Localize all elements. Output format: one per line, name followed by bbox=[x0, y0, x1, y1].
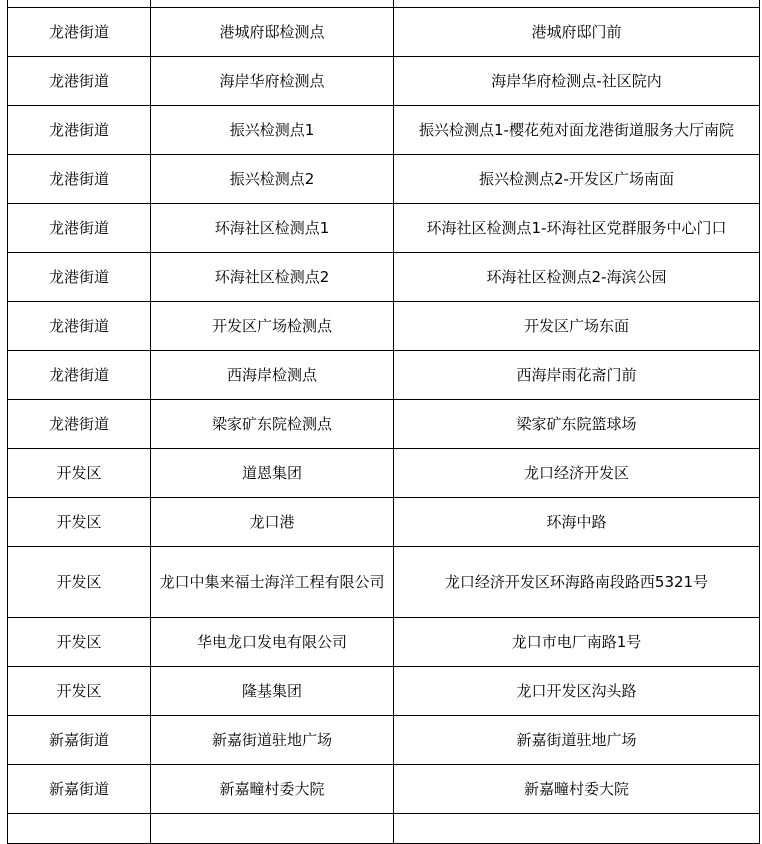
table-row bbox=[8, 204, 760, 253]
district-cell: 龙港街道 bbox=[8, 204, 151, 253]
table-row-partial-top bbox=[8, 0, 760, 8]
site-name-cell: 新嘉疃村委大院 bbox=[151, 765, 394, 814]
site-name-cell: 道恩集团 bbox=[151, 449, 394, 498]
table-row bbox=[8, 449, 760, 498]
site-name-cell: 隆基集团 bbox=[151, 667, 394, 716]
district-cell: 龙港街道 bbox=[8, 8, 151, 57]
table-row bbox=[8, 57, 760, 106]
site-location-cell: 振兴检测点1-樱花苑对面龙港街道服务大厅南院 bbox=[394, 106, 760, 155]
district-cell: 开发区 bbox=[8, 498, 151, 547]
district-cell: 新嘉街道 bbox=[8, 716, 151, 765]
table-row bbox=[8, 351, 760, 400]
table-row-partial-bottom bbox=[8, 814, 760, 844]
district-cell: 龙港街道 bbox=[8, 57, 151, 106]
site-location-cell: 环海中路 bbox=[394, 498, 760, 547]
site-name-cell: 新嘉街道驻地广场 bbox=[151, 716, 394, 765]
site-name-cell: 梁家矿东院检测点 bbox=[151, 400, 394, 449]
testing-sites-table bbox=[7, 0, 760, 844]
site-location-cell: 开发区广场东面 bbox=[394, 302, 760, 351]
site-name-cell: 西海岸检测点 bbox=[151, 351, 394, 400]
table-cell bbox=[394, 0, 760, 8]
site-location-cell: 梁家矿东院篮球场 bbox=[394, 400, 760, 449]
table-row bbox=[8, 618, 760, 667]
table-row bbox=[8, 155, 760, 204]
site-location-cell: 海岸华府检测点-社区院内 bbox=[394, 57, 760, 106]
site-location-cell: 龙口市电厂南路1号 bbox=[394, 618, 760, 667]
table-cell bbox=[394, 814, 760, 844]
table-row bbox=[8, 716, 760, 765]
table-row bbox=[8, 302, 760, 351]
site-name-cell: 海岸华府检测点 bbox=[151, 57, 394, 106]
district-cell: 开发区 bbox=[8, 449, 151, 498]
site-name-cell: 振兴检测点1 bbox=[151, 106, 394, 155]
site-name-cell: 环海社区检测点1 bbox=[151, 204, 394, 253]
district-cell: 龙港街道 bbox=[8, 302, 151, 351]
site-location-cell: 振兴检测点2-开发区广场南面 bbox=[394, 155, 760, 204]
site-location-cell: 新嘉街道驻地广场 bbox=[394, 716, 760, 765]
table-row bbox=[8, 106, 760, 155]
table-row bbox=[8, 8, 760, 57]
site-name-cell: 振兴检测点2 bbox=[151, 155, 394, 204]
district-cell: 龙港街道 bbox=[8, 351, 151, 400]
district-cell: 开发区 bbox=[8, 547, 151, 618]
site-location-cell: 西海岸雨花斋门前 bbox=[394, 351, 760, 400]
district-cell: 新嘉街道 bbox=[8, 765, 151, 814]
site-name-cell: 龙口港 bbox=[151, 498, 394, 547]
table-cell bbox=[8, 814, 151, 844]
site-location-cell: 新嘉疃村委大院 bbox=[394, 765, 760, 814]
site-name-cell: 华电龙口发电有限公司 bbox=[151, 618, 394, 667]
site-name-cell: 龙口中集来福士海洋工程有限公司 bbox=[151, 547, 394, 618]
district-cell: 龙港街道 bbox=[8, 106, 151, 155]
site-name-cell: 开发区广场检测点 bbox=[151, 302, 394, 351]
district-cell: 开发区 bbox=[8, 618, 151, 667]
site-location-cell: 港城府邸门前 bbox=[394, 8, 760, 57]
table-cell bbox=[151, 0, 394, 8]
site-location-cell: 环海社区检测点2-海滨公园 bbox=[394, 253, 760, 302]
table-row bbox=[8, 547, 760, 618]
district-cell: 龙港街道 bbox=[8, 155, 151, 204]
table-cell bbox=[151, 814, 394, 844]
site-name-cell: 环海社区检测点2 bbox=[151, 253, 394, 302]
site-location-cell: 环海社区检测点1-环海社区党群服务中心门口 bbox=[394, 204, 760, 253]
district-cell: 龙港街道 bbox=[8, 253, 151, 302]
district-cell: 龙港街道 bbox=[8, 400, 151, 449]
table-row bbox=[8, 253, 760, 302]
table-row bbox=[8, 400, 760, 449]
site-location-cell: 龙口经济开发区 bbox=[394, 449, 760, 498]
table-cell bbox=[8, 0, 151, 8]
site-location-cell: 龙口经济开发区环海路南段路西5321号 bbox=[394, 547, 760, 618]
district-cell: 开发区 bbox=[8, 667, 151, 716]
table-row bbox=[8, 498, 760, 547]
site-location-cell: 龙口开发区沟头路 bbox=[394, 667, 760, 716]
site-name-cell: 港城府邸检测点 bbox=[151, 8, 394, 57]
table-row bbox=[8, 765, 760, 814]
testing-sites-table-container bbox=[7, 0, 759, 844]
table-row bbox=[8, 667, 760, 716]
